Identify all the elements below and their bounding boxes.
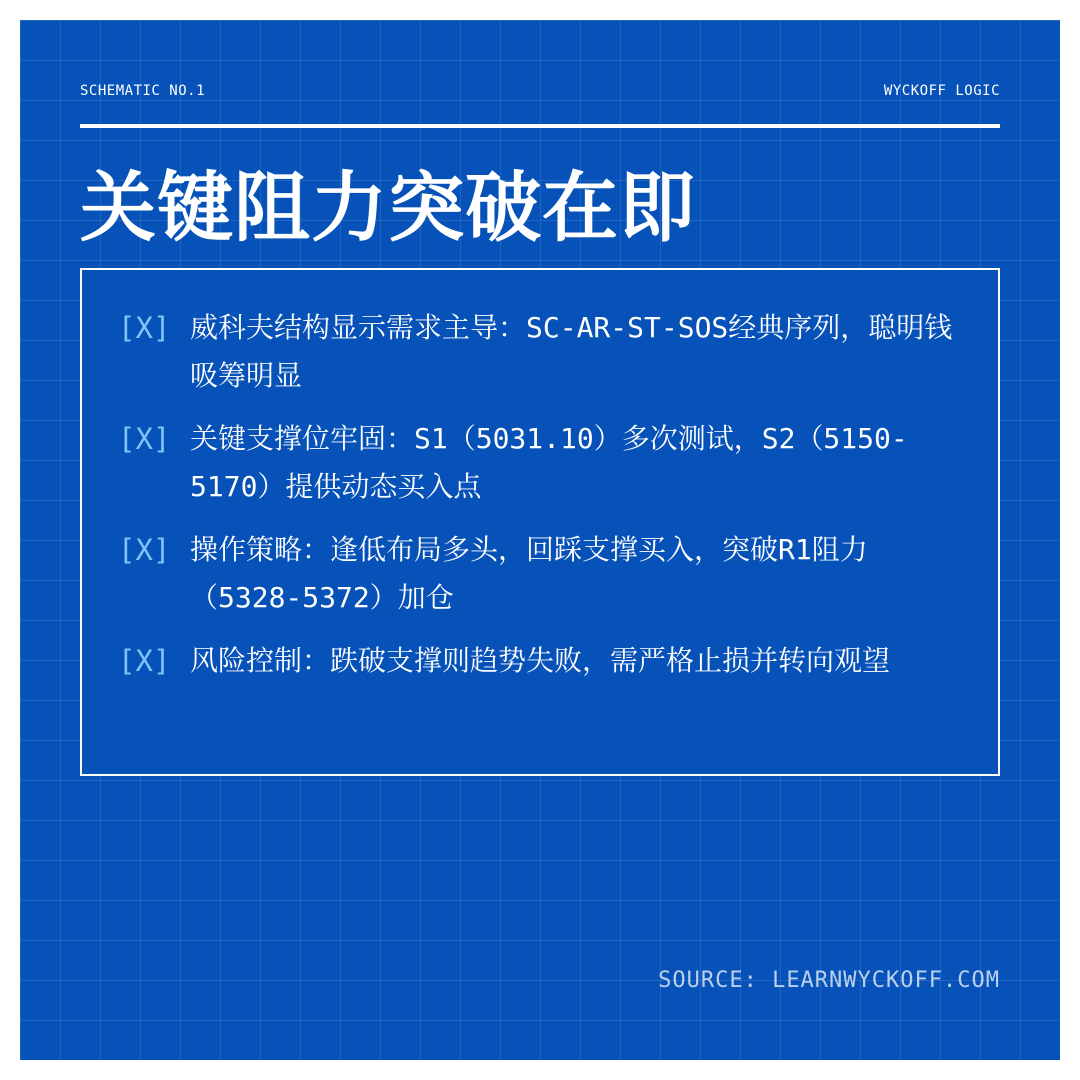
list-item (118, 304, 978, 400)
list-item-text: 关键支撑位牢固：S1（5031.10）多次测试，S2（5150-5170）提供动态买入点 (190, 422, 908, 503)
source-credit: SOURCE: LEARNWYCKOFF.COM (658, 968, 1000, 993)
list-item (118, 415, 978, 511)
list-item-text: 操作策略：逢低布局多头，回踩支撑买入，突破R1阻力（5328-5372）加仓 (190, 533, 868, 614)
page-title: 关键阻力突破在即 (80, 163, 696, 252)
list-item-text: 威科夫结构显示需求主导：SC-AR-ST-SOS经典序列，聪明钱吸筹明显 (190, 311, 953, 392)
list-item (118, 637, 978, 685)
header-divider (80, 124, 1000, 128)
checkbox-marker-icon: [X] (118, 311, 171, 345)
checkbox-marker-icon: [X] (118, 644, 171, 678)
points-panel (80, 268, 1000, 776)
list-item-text: 风险控制：跌破支撑则趋势失败，需严格止损并转向观望 (190, 644, 891, 677)
schematic-label: SCHEMATIC NO.1 (80, 83, 206, 99)
brand-label: WYCKOFF LOGIC (883, 83, 1000, 99)
points-list (118, 304, 978, 700)
list-item (118, 526, 978, 622)
checkbox-marker-icon: [X] (118, 533, 171, 567)
checkbox-marker-icon: [X] (118, 422, 171, 456)
schematic-card (20, 20, 1060, 1060)
